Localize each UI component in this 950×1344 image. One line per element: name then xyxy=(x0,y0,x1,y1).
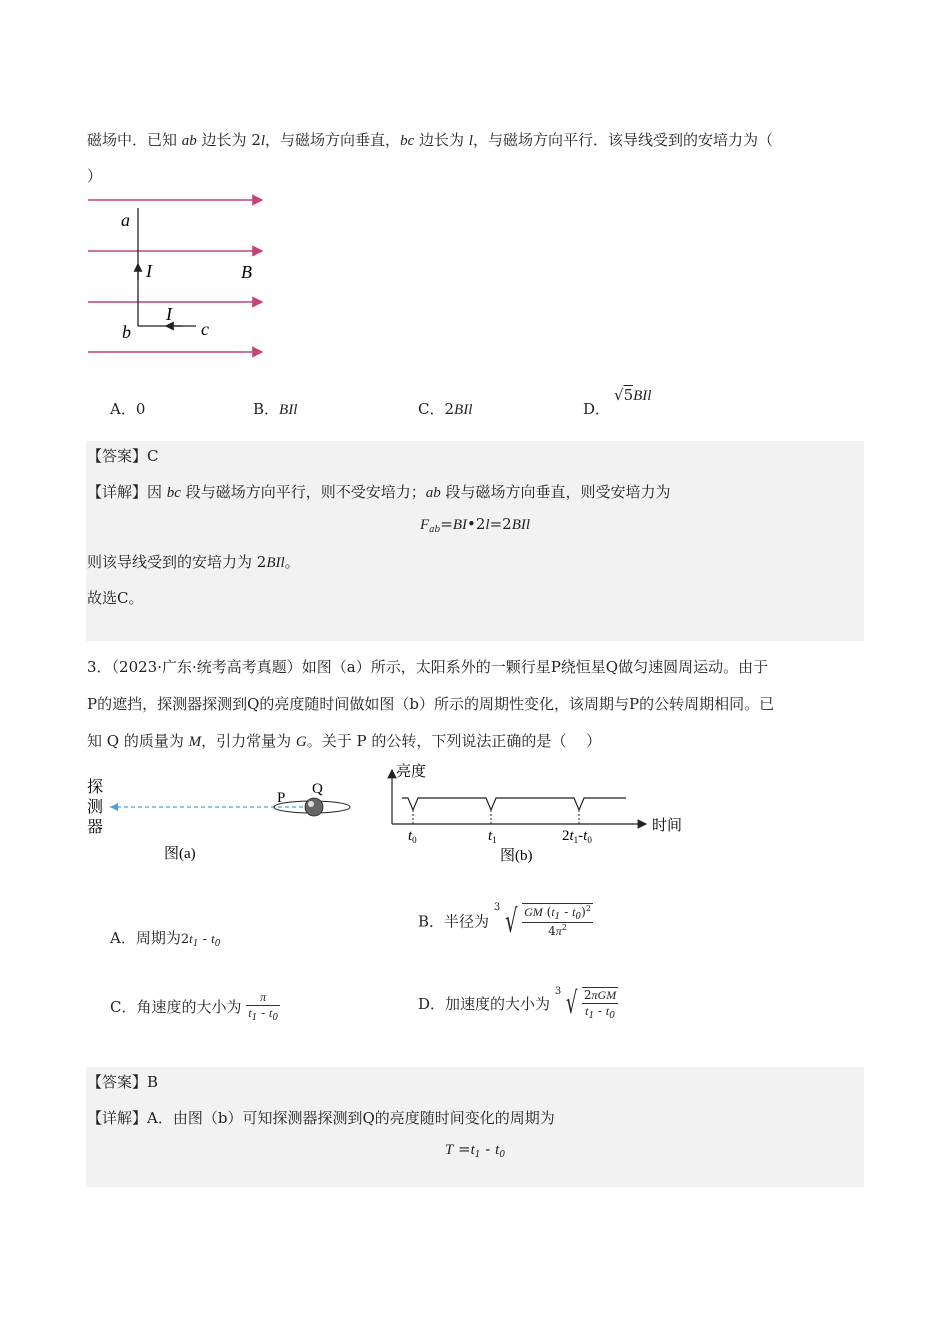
q2-option-a[interactable]: A．0 xyxy=(110,400,146,418)
caption-a: 图(a) xyxy=(164,846,196,862)
x-axis-label: 时间 xyxy=(652,818,683,834)
label-c: c xyxy=(201,319,209,339)
q3-stem-line3: 知 Q 的质量为 M，引力常量为 G。关于 P 的公转，下列说法正确的是（ ） xyxy=(87,732,602,750)
q2-conclusion: 则该导线受到的安培力为 2BIl。 xyxy=(87,553,300,571)
star-q xyxy=(305,798,323,816)
q3-detail: 【详解】A．由图（b）可知探测器探测到Q的亮度随时间变化的周期为 xyxy=(87,1109,555,1127)
q3-option-a[interactable]: A．周期为$2t_1 - t_0$ xyxy=(110,929,221,949)
q3-option-b[interactable]: B．半径为 3 √ $\frac{GM (t_1 - t_0)^2}{4\pi^2}$ xyxy=(418,901,591,940)
y-axis-label: 亮度 xyxy=(396,764,427,780)
label-I-horizontal: I xyxy=(166,304,172,324)
q3-stem-line2: P的遮挡，探测器探测到Q的亮度随时间做如图（b）所示的周期性变化，该周期与P的公转周期相同。已 xyxy=(87,695,775,713)
q2-stem-line2: ） xyxy=(87,167,103,185)
label-I-vertical: I xyxy=(146,261,152,281)
detector-char-2: 测 xyxy=(87,799,104,816)
brightness-curve xyxy=(402,798,626,810)
detector-char-3: 器 xyxy=(87,819,104,836)
label-B: B xyxy=(241,262,252,282)
tick-t0: $t_0$ xyxy=(408,828,417,845)
q2-choose: 故选C。 xyxy=(87,589,144,607)
tick-t1: $t_1$ xyxy=(488,828,497,845)
q2-formula: $F_{ab}=BI•2l=2BIl$ xyxy=(419,515,531,535)
q2-stem-line1: 磁场中．已知 ab 边长为 2l，与磁场方向垂直，bc 边长为 l，与磁场方向平行．该导线受到的安培力为（ xyxy=(87,131,773,149)
q2-detail: 【详解】因 bc 段与磁场方向平行，则不受安培力；ab 段与磁场方向垂直，则受安培力为 xyxy=(87,483,671,501)
q2-answer-block xyxy=(86,441,864,641)
q3-option-d[interactable]: D．加速度的大小为 3 √ $\frac{\text{2πGM}}{t_1 - t_0}$ xyxy=(418,986,617,1021)
label-b: b xyxy=(122,322,131,342)
q2-option-d[interactable]: D． xyxy=(583,400,611,418)
q3-figure-a xyxy=(84,774,364,868)
sight-arrow xyxy=(110,803,118,811)
star-highlight xyxy=(308,801,314,807)
q2-option-d-value: √5BIl xyxy=(614,386,652,404)
tick-t2: $2t_1-t_0$ xyxy=(562,828,592,845)
q3-formula: $T =t_1 - t_0$ xyxy=(444,1140,506,1160)
label-P: P xyxy=(277,790,286,806)
q3-answer: 【答案】B xyxy=(87,1073,159,1091)
q2-option-b[interactable]: B．BIl xyxy=(253,400,298,418)
q2-wire-figure xyxy=(86,190,276,365)
q3-figure-b xyxy=(384,758,694,866)
q3-option-c[interactable]: C．角速度的大小为 $\frac{\pi}{t_1 - t_0}$ xyxy=(110,990,279,1023)
q2-option-c[interactable]: C．2BIl xyxy=(418,400,473,418)
label-a: a xyxy=(121,210,130,230)
caption-b: 图(b) xyxy=(500,848,533,864)
q3-stem-line1: 3．（2023·广东·统考高考真题）如图（a）所示，太阳系外的一颗行星P绕恒星Q做匀速圆周运动。由于 xyxy=(87,658,769,676)
q2-answer: 【答案】C xyxy=(87,447,159,465)
detector-char-1: 探 xyxy=(87,779,104,796)
label-Q: Q xyxy=(312,781,323,797)
